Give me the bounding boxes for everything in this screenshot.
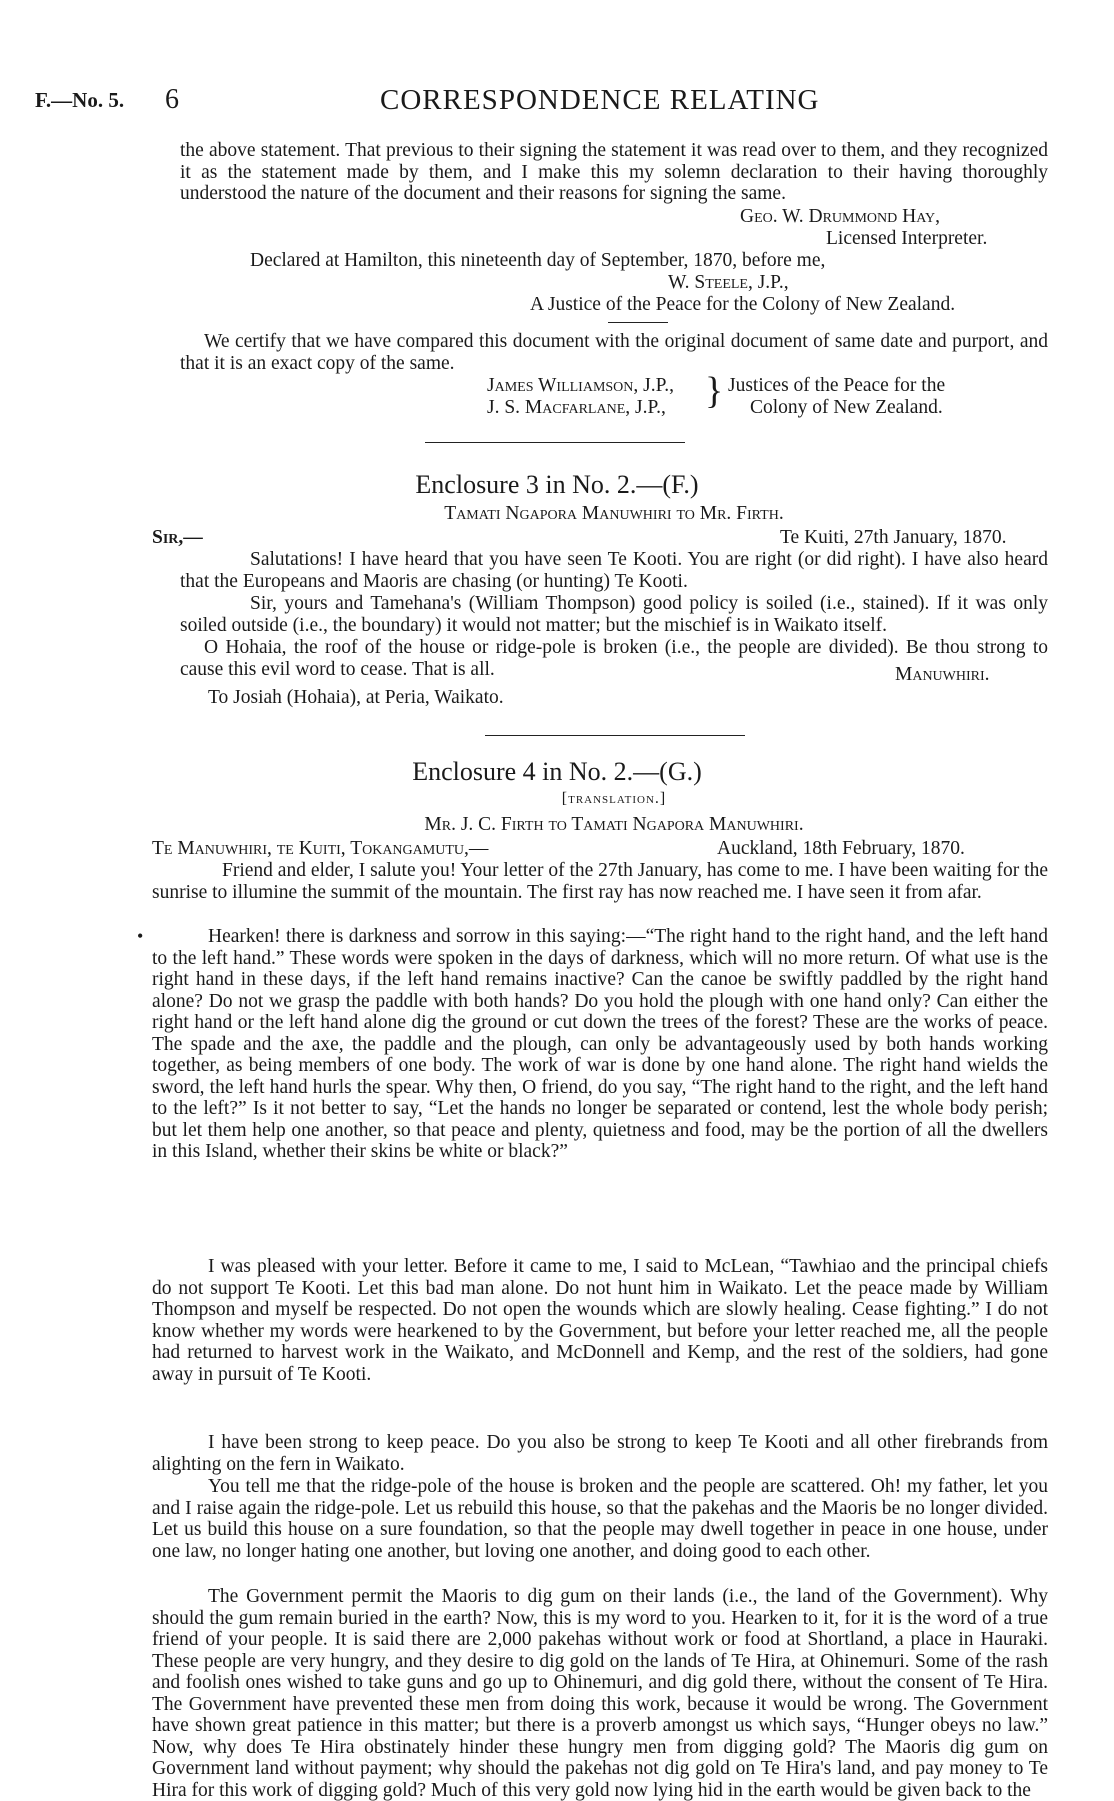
enclosure-3-heading: Enclosure 3 in No. 2.—(F.) xyxy=(415,470,699,499)
enclosure-4-para-4: I have been strong to keep peace. Do you also be strong to keep Te Kooti and all other firebrands from alighting on the fern in Waikato. xyxy=(152,1432,1048,1475)
page-title: CORRESPONDENCE RELATING xyxy=(380,84,820,116)
enclosure-4-para-5: You tell me that the ridge-pole of the house is broken and the people are scattered. Oh! my father, let you and I raise again the ridge-pole. Let us rebuild this house, so that the pakehas and the Maoris be no longer divided. Let us build this house on a sure foundation, so that the people may dwell together in peace in one house, under one law, no longer hating one another, but loving one another, and doing good to each other. xyxy=(152,1476,1048,1562)
justice-title: A Justice of the Peace for the Colony of New Zealand. xyxy=(530,294,956,315)
declared-line: Declared at Hamilton, this nineteenth day of September, 1870, before me, xyxy=(250,250,826,271)
enclosure-4-para-6: The Government permit the Maoris to dig gum on their lands (i.e., the land of the Government). Why should the gum remain buried in the earth? Now, this is my word to you. Hearken to it, for it is the word of a true friend of your people. It is said there are 2,000 pakehas without work or food at Shortland, a place in Hauraki. These people are very hungry, and they desire to dig gold on the lands of Te Hira, at Ohinemuri. Some of the rash and foolish ones wished to take guns and go up to Ohinemuri, and dig gold there, without the consent of Te Hira. The Government have prevented these men from doing this work, because it would be wrong. The Government have shown great patience in this matter; but there is a proverb amongst us which says, “Hunger obeys no law.” Now, why does Te Hira obstinately hinder these hungry men from digging gold? The Maoris dig gum on Government land without payment; why should the pakehas not dig gold on Te Hira's land, and pay money to Te Hira for this work of digging gold? Much of this very gold now lying hid in the earth would be given back to the xyxy=(152,1586,1048,1801)
enclosure-4-subheading: Mr. J. C. Firth to Tamati Ngapora Manuwhiri. xyxy=(424,814,804,835)
enclosure-4-date: Auckland, 18th February, 1870. xyxy=(717,838,965,859)
enclosure-4-para-2: Hearken! there is darkness and sorrow in this saying:—“The right hand to the right hand, and the left hand to the left hand.” These words were spoken in the days of darkness, which will no more return. Of what use is the right hand in these days, if the left hand remains inactive? Can the canoe be swiftly paddled by the right hand alone? Do not we grasp the paddle with both hands? Do you hold the plough with one hand only? Can either the right hand or the left hand alone dig the ground or cut down the trees of the forest? These are the works of peace. The spade and the axe, the paddle and the plough, can only be advantageously used by both hands working together, as being members of one body. The work of war is done by one hand alone. The right hand wields the sword, the left hand hurls the spear. Why then, O friend, do you say, “The right hand to the right, and the left hand to the left?” Is it not better to say, “Let the hands no longer be separated or contend, lest the whole body perish; but let them help one another, so that peace and plenty, quietness and food, may be the portion of all the dwellers in this Island, whether their skins be white or black?” xyxy=(152,926,1048,1162)
salutation: Sir,— xyxy=(152,527,203,548)
justice-name: W. Steele, J.P., xyxy=(668,272,789,293)
enclosure-3-para-1: Salutations! I have heard that you have seen Te Kooti. You are right (or did right). I have also heard that the Europeans and Maoris are chasing (or hunting) Te Kooti. xyxy=(180,549,1048,592)
section-divider xyxy=(425,442,685,443)
margin-bullet: • xyxy=(137,926,144,946)
certifier-capacity-1: Justices of the Peace for the xyxy=(728,375,946,396)
declaration-text: the above statement. That previous to their signing the statement it was read over to them, and they recognized it as the statement made by them, and I make this my solemn declaration to their having thoroughly understood the nature of the document and their reasons for signing the same. xyxy=(180,140,1048,204)
certifier-capacity-2: Colony of New Zealand. xyxy=(750,397,943,418)
enclosure-4-para-1: Friend and elder, I salute you! Your letter of the 27th January, has come to me. I have been waiting for the sunrise to illumine the summit of the mountain. The first ray has now reached me. I have seen it from afar. xyxy=(152,860,1048,903)
certification-text: We certify that we have compared this document with the original document of same date and purport, and that it is an exact copy of the same. xyxy=(180,331,1048,374)
enclosure-3-address: To Josiah (Hohaia), at Peria, Waikato. xyxy=(208,687,504,708)
short-divider xyxy=(608,322,668,323)
translation-label: [translation.] xyxy=(561,790,667,807)
report-reference: F.—No. 5. xyxy=(35,88,125,112)
interpreter-title: Licensed Interpreter. xyxy=(826,228,988,249)
enclosure-4-addressee: Te Manuwhiri, te Kuiti, Tokangamutu,— xyxy=(152,838,489,859)
enclosure-3-para-2: Sir, yours and Tamehana's (William Thompson) good policy is soiled (i.e., stained). If it was only soiled outside (i.e., the boundary) it would not matter; but the mischief is in Waikato itself. xyxy=(180,593,1048,636)
certifier-1: James Williamson, J.P., xyxy=(487,375,675,396)
brace: } xyxy=(705,370,724,412)
certifier-2: J. S. Macfarlane, J.P., xyxy=(487,397,666,418)
enclosure-3-para-3: O Hohaia, the roof of the house or ridge-pole is broken (i.e., the people are divided). Be thou strong to cause this evil word to cease. That is all. xyxy=(180,637,1048,680)
enclosure-3-date: Te Kuiti, 27th January, 1870. xyxy=(780,527,1007,548)
section-divider xyxy=(485,735,745,736)
enclosure-4-para-3: I was pleased with your letter. Before it came to me, I said to McLean, “Tawhiao and the principal chiefs do not support Te Kooti. Let this bad man alone. Do not hunt him in Waikato. Let the peace made by William Thompson and myself be respected. Do not open the wounds which are slowly healing. Cease fighting.” I do not know whether my words were hearkened to by the Government, but before your letter reached me, all the people had returned to harvest work in the Waikato, and McDonnell and Kemp, and the rest of the soldiers, had gone away in pursuit of Te Kooti. xyxy=(152,1256,1048,1385)
interpreter-name: Geo. W. Drummond Hay, xyxy=(740,206,941,227)
enclosure-3-signature: Manuwhiri. xyxy=(895,664,990,685)
enclosure-4-heading: Enclosure 4 in No. 2.—(G.) xyxy=(412,757,702,786)
page-number: 6 xyxy=(165,84,179,115)
enclosure-3-subheading: Tamati Ngapora Manuwhiri to Mr. Firth. xyxy=(444,503,784,524)
